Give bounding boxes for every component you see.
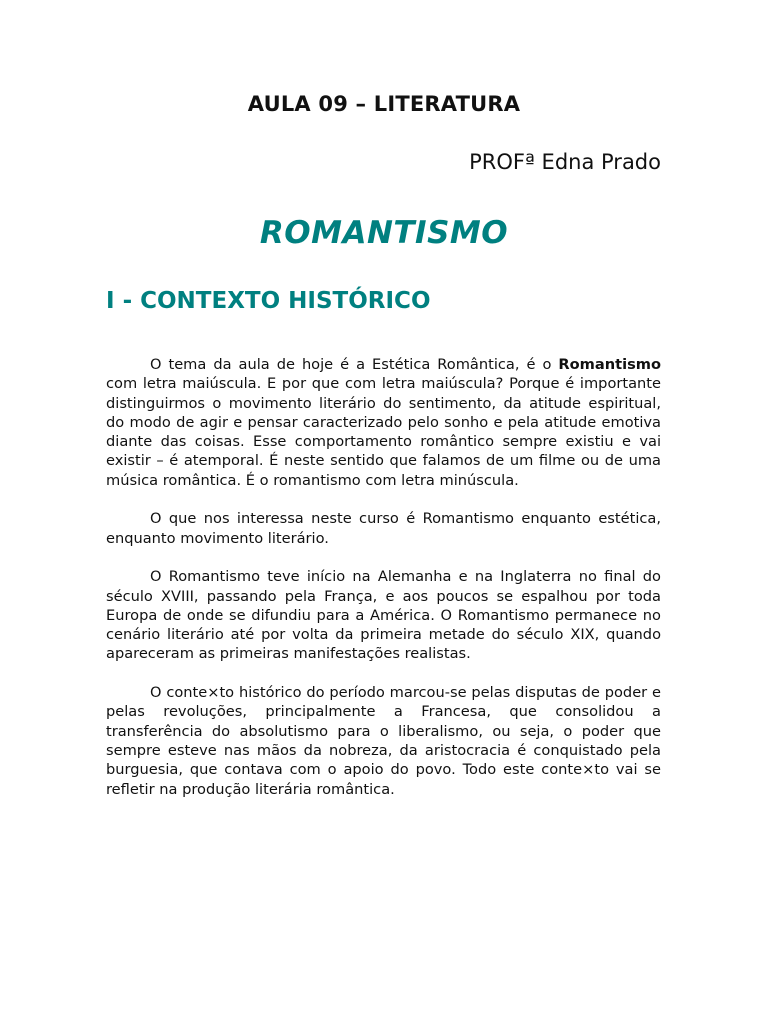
professor-name: PROFª Edna Prado (469, 150, 661, 174)
paragraph-4: O conte×to histórico do período marcou-se pelas disputas de poder e pelas revoluções, principalmente a Francesa, que consolidou a transferência do absolutismo para o liberalismo, ou seja, o poder que sempre esteve nas mãos da nobreza, da aristocracia é conquistado pela burguesia, que contava com o apoio do povo. Todo este conte×to vai se refletir na produção literária romântica. (106, 684, 661, 798)
paragraph-2: O que nos interessa neste curso é Romantismo enquanto estética, enquanto movimento literário. (106, 510, 661, 547)
paragraph-1 (106, 355, 661, 490)
paragraph-1-start: O tema da aula de hoje é a Estética Romântica, é o (150, 356, 559, 373)
lesson-title: AULA 09 – LITERATURA (247, 92, 521, 116)
section-heading: I - CONTEXTO HISTÓRICO (106, 288, 431, 314)
paragraph-1-bold: Romantismo (558, 356, 661, 373)
main-title: ROMANTISMO (259, 215, 509, 251)
body-text (106, 355, 661, 818)
paragraph-3: O Romantismo teve início na Alemanha e na Inglaterra no final do século XVIII, passando pela França, e aos poucos se espalhou por toda Europa de onde se difundiu para a América. O Romantismo permanece no cenário literário até por volta da primeira metade do século XIX, quando apareceram as primeiras manifestações realistas. (106, 568, 661, 663)
paragraph-1-end: com letra maiúscula. E por que com letra maiúscula? Porque é importante distinguirmos o movimento literário do sentimento, da atitude espiritual, do modo de agir e pensar caracterizado pelo sonho e pela atitude emotiva diante das coisas. Esse comportamento romântico sempre existiu e vai existir – é atemporal. É neste sentido que falamos de um filme ou de uma música romântica. É o romantismo com letra minúscula. (106, 375, 661, 489)
